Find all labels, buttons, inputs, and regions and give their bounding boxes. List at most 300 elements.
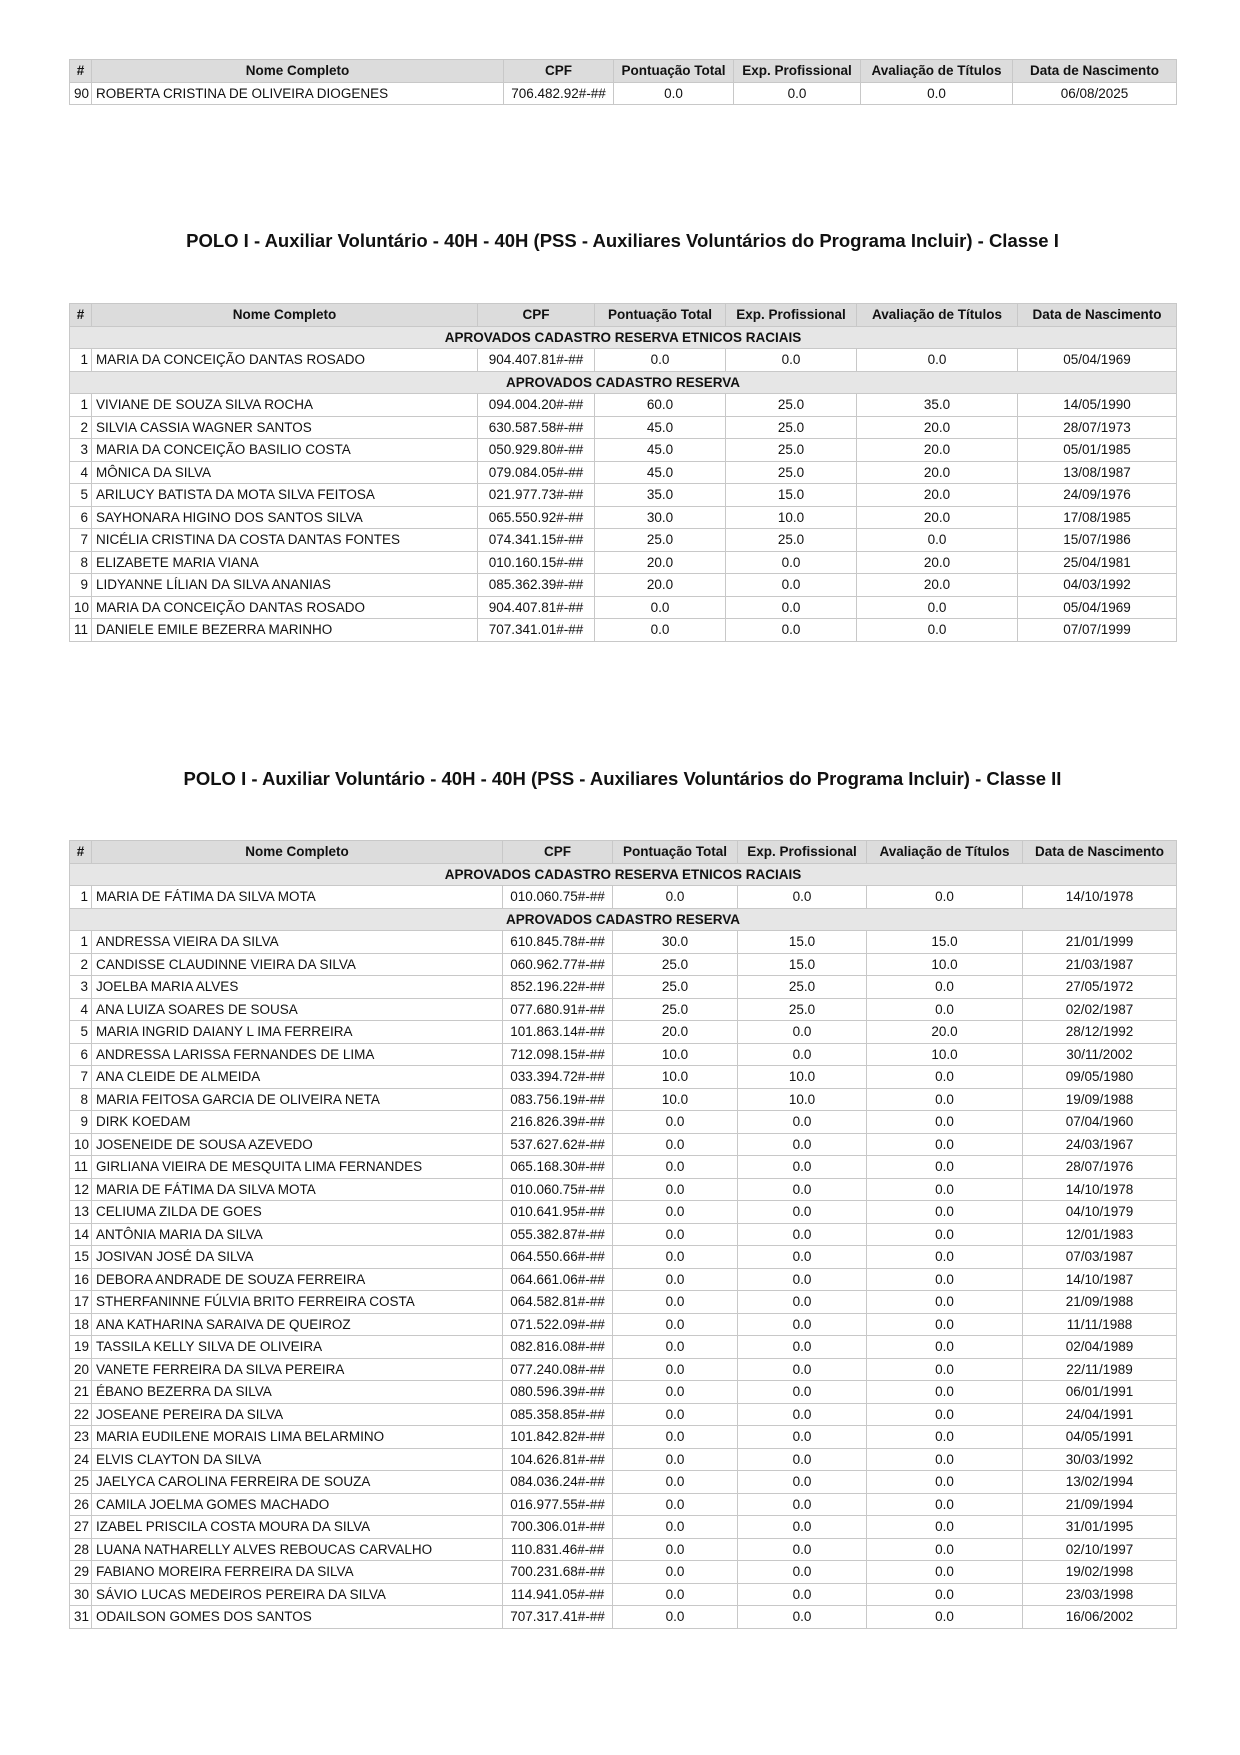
titles-score: 0.0 bbox=[867, 1268, 1023, 1291]
titles-score: 0.0 bbox=[867, 1403, 1023, 1426]
total-score: 20.0 bbox=[613, 1021, 738, 1044]
titles-score: 0.0 bbox=[867, 1471, 1023, 1494]
row-index: 13 bbox=[70, 1201, 92, 1224]
row-index: 5 bbox=[70, 1021, 92, 1044]
group-label: APROVADOS CADASTRO RESERVA bbox=[70, 371, 1177, 394]
cpf: 094.004.20#-## bbox=[478, 394, 595, 417]
total-score: 25.0 bbox=[595, 529, 726, 552]
experience-score: 25.0 bbox=[738, 998, 867, 1021]
birth-date: 19/09/1988 bbox=[1023, 1088, 1177, 1111]
titles-score: 20.0 bbox=[857, 439, 1018, 462]
candidate-name: JOELBA MARIA ALVES bbox=[92, 976, 503, 999]
total-score: 0.0 bbox=[595, 619, 726, 642]
row-index: 7 bbox=[70, 1066, 92, 1089]
experience-score: 0.0 bbox=[738, 1246, 867, 1269]
birth-date: 07/03/1987 bbox=[1023, 1246, 1177, 1269]
col-titles-header: Avaliação de Títulos bbox=[867, 841, 1023, 864]
birth-date: 21/01/1999 bbox=[1023, 931, 1177, 954]
total-score: 0.0 bbox=[613, 1448, 738, 1471]
candidate-name: ANDRESSA LARISSA FERNANDES DE LIMA bbox=[92, 1043, 503, 1066]
birth-date: 07/07/1999 bbox=[1018, 619, 1177, 642]
cpf: 021.977.73#-## bbox=[478, 484, 595, 507]
candidate-name: ODAILSON GOMES DOS SANTOS bbox=[92, 1606, 503, 1629]
experience-score: 0.0 bbox=[726, 551, 857, 574]
group-header-row bbox=[70, 371, 1177, 394]
candidate-name: MARIA DA CONCEIÇÃO DANTAS ROSADO bbox=[92, 596, 478, 619]
experience-score: 0.0 bbox=[738, 1111, 867, 1134]
table-row bbox=[70, 1583, 1177, 1606]
total-score: 0.0 bbox=[614, 82, 734, 105]
total-score: 45.0 bbox=[595, 416, 726, 439]
birth-date: 21/03/1987 bbox=[1023, 953, 1177, 976]
titles-score: 15.0 bbox=[867, 931, 1023, 954]
experience-score: 10.0 bbox=[738, 1066, 867, 1089]
cpf: 085.362.39#-## bbox=[478, 574, 595, 597]
titles-score: 0.0 bbox=[867, 1606, 1023, 1629]
row-index: 1 bbox=[70, 349, 92, 372]
total-score: 0.0 bbox=[595, 596, 726, 619]
titles-score: 20.0 bbox=[857, 484, 1018, 507]
table-row bbox=[70, 1021, 1177, 1044]
birth-date: 21/09/1988 bbox=[1023, 1291, 1177, 1314]
cpf: 084.036.24#-## bbox=[503, 1471, 613, 1494]
table-row bbox=[70, 1201, 1177, 1224]
experience-score: 0.0 bbox=[738, 1021, 867, 1044]
table-row bbox=[70, 1471, 1177, 1494]
birth-date: 13/02/1994 bbox=[1023, 1471, 1177, 1494]
total-score: 0.0 bbox=[613, 1606, 738, 1629]
cpf: 071.522.09#-## bbox=[503, 1313, 613, 1336]
titles-score: 0.0 bbox=[867, 1201, 1023, 1224]
birth-date: 05/04/1969 bbox=[1018, 596, 1177, 619]
candidate-name: MÔNICA DA SILVA bbox=[92, 461, 478, 484]
total-score: 0.0 bbox=[613, 1358, 738, 1381]
table-row bbox=[70, 976, 1177, 999]
row-index: 6 bbox=[70, 1043, 92, 1066]
col-titles-header: Avaliação de Títulos bbox=[861, 60, 1013, 83]
total-score: 0.0 bbox=[613, 1336, 738, 1359]
candidate-name: ARILUCY BATISTA DA MOTA SILVA FEITOSA bbox=[92, 484, 478, 507]
experience-score: 0.0 bbox=[726, 596, 857, 619]
titles-score: 0.0 bbox=[867, 1156, 1023, 1179]
candidate-name: VIVIANE DE SOUZA SILVA ROCHA bbox=[92, 394, 478, 417]
group-header-row bbox=[70, 908, 1177, 931]
titles-score: 0.0 bbox=[867, 1426, 1023, 1449]
candidate-name: JOSENEIDE DE SOUSA AZEVEDO bbox=[92, 1133, 503, 1156]
table-row bbox=[70, 1178, 1177, 1201]
col-experience-header: Exp. Profissional bbox=[738, 841, 867, 864]
row-index: 2 bbox=[70, 416, 92, 439]
cpf: 904.407.81#-## bbox=[478, 596, 595, 619]
experience-score: 0.0 bbox=[738, 1493, 867, 1516]
table-row bbox=[70, 1223, 1177, 1246]
birth-date: 11/11/1988 bbox=[1023, 1313, 1177, 1336]
titles-score: 10.0 bbox=[867, 953, 1023, 976]
table-row bbox=[70, 416, 1177, 439]
total-score: 0.0 bbox=[613, 1133, 738, 1156]
cpf: 707.317.41#-## bbox=[503, 1606, 613, 1629]
cpf: 033.394.72#-## bbox=[503, 1066, 613, 1089]
experience-score: 0.0 bbox=[726, 349, 857, 372]
experience-score: 0.0 bbox=[738, 1381, 867, 1404]
candidate-name: MARIA FEITOSA GARCIA DE OLIVEIRA NETA bbox=[92, 1088, 503, 1111]
candidate-name: CANDISSE CLAUDINNE VIEIRA DA SILVA bbox=[92, 953, 503, 976]
table-row bbox=[70, 82, 1177, 105]
section-title-classe-i: POLO I - Auxiliar Voluntário - 40H - 40H (PSS - Auxiliares Voluntários do Programa Incluir) - Classe I bbox=[186, 230, 1059, 251]
experience-score: 25.0 bbox=[726, 439, 857, 462]
table-row bbox=[70, 1268, 1177, 1291]
titles-score: 0.0 bbox=[857, 596, 1018, 619]
candidate-name: JAELYCA CAROLINA FERREIRA DE SOUZA bbox=[92, 1471, 503, 1494]
row-index: 90 bbox=[70, 82, 92, 105]
titles-score: 10.0 bbox=[867, 1043, 1023, 1066]
titles-score: 0.0 bbox=[867, 1448, 1023, 1471]
candidate-name: DANIELE EMILE BEZERRA MARINHO bbox=[92, 619, 478, 642]
col-total-score-header: Pontuação Total bbox=[613, 841, 738, 864]
birth-date: 30/11/2002 bbox=[1023, 1043, 1177, 1066]
birth-date: 04/03/1992 bbox=[1018, 574, 1177, 597]
total-score: 0.0 bbox=[613, 1111, 738, 1134]
birth-date: 02/04/1989 bbox=[1023, 1336, 1177, 1359]
candidate-name: JOSIVAN JOSÉ DA SILVA bbox=[92, 1246, 503, 1269]
birth-date: 12/01/1983 bbox=[1023, 1223, 1177, 1246]
table-row bbox=[70, 1493, 1177, 1516]
candidate-name: MARIA INGRID DAIANY L IMA FERREIRA bbox=[92, 1021, 503, 1044]
experience-score: 0.0 bbox=[734, 82, 861, 105]
titles-score: 0.0 bbox=[867, 1246, 1023, 1269]
birth-date: 06/08/2025 bbox=[1013, 82, 1177, 105]
total-score: 35.0 bbox=[595, 484, 726, 507]
total-score: 0.0 bbox=[613, 1493, 738, 1516]
titles-score: 0.0 bbox=[867, 1493, 1023, 1516]
col-cpf-header: CPF bbox=[478, 304, 595, 327]
row-index: 1 bbox=[70, 394, 92, 417]
row-index: 17 bbox=[70, 1291, 92, 1314]
birth-date: 22/11/1989 bbox=[1023, 1358, 1177, 1381]
experience-score: 0.0 bbox=[738, 1133, 867, 1156]
row-index: 5 bbox=[70, 484, 92, 507]
table-row bbox=[70, 1403, 1177, 1426]
candidate-name: STHERFANINNE FÚLVIA BRITO FERREIRA COSTA bbox=[92, 1291, 503, 1314]
row-index: 26 bbox=[70, 1493, 92, 1516]
row-index: 4 bbox=[70, 998, 92, 1021]
cpf: 050.929.80#-## bbox=[478, 439, 595, 462]
titles-score: 0.0 bbox=[867, 1223, 1023, 1246]
candidate-name: ELIZABETE MARIA VIANA bbox=[92, 551, 478, 574]
experience-score: 0.0 bbox=[738, 1426, 867, 1449]
candidate-name: LIDYANNE LÍLIAN DA SILVA ANANIAS bbox=[92, 574, 478, 597]
birth-date: 28/07/1976 bbox=[1023, 1156, 1177, 1179]
row-index: 1 bbox=[70, 886, 92, 909]
row-index: 8 bbox=[70, 551, 92, 574]
candidate-name: MARIA DA CONCEIÇÃO BASILIO COSTA bbox=[92, 439, 478, 462]
table-row bbox=[70, 1606, 1177, 1629]
total-score: 25.0 bbox=[613, 998, 738, 1021]
col-name-header: Nome Completo bbox=[92, 60, 504, 83]
titles-score: 20.0 bbox=[857, 416, 1018, 439]
birth-date: 05/01/1985 bbox=[1018, 439, 1177, 462]
experience-score: 0.0 bbox=[738, 1201, 867, 1224]
table-row bbox=[70, 1043, 1177, 1066]
experience-score: 0.0 bbox=[738, 1538, 867, 1561]
candidate-name: ANA CLEIDE DE ALMEIDA bbox=[92, 1066, 503, 1089]
candidate-name: JOSEANE PEREIRA DA SILVA bbox=[92, 1403, 503, 1426]
cpf: 010.060.75#-## bbox=[503, 1178, 613, 1201]
row-index: 28 bbox=[70, 1538, 92, 1561]
row-index: 11 bbox=[70, 619, 92, 642]
section-title-classe-ii: POLO I - Auxiliar Voluntário - 40H - 40H (PSS - Auxiliares Voluntários do Programa Incluir) - Classe II bbox=[183, 768, 1062, 789]
birth-date: 09/05/1980 bbox=[1023, 1066, 1177, 1089]
birth-date: 07/04/1960 bbox=[1023, 1111, 1177, 1134]
col-birthdate-header: Data de Nascimento bbox=[1023, 841, 1177, 864]
table-row bbox=[70, 1561, 1177, 1584]
row-index: 18 bbox=[70, 1313, 92, 1336]
candidate-name: SÁVIO LUCAS MEDEIROS PEREIRA DA SILVA bbox=[92, 1583, 503, 1606]
table-row bbox=[70, 619, 1177, 642]
birth-date: 27/05/1972 bbox=[1023, 976, 1177, 999]
row-index: 2 bbox=[70, 953, 92, 976]
cpf: 083.756.19#-## bbox=[503, 1088, 613, 1111]
table-row bbox=[70, 1426, 1177, 1449]
experience-score: 10.0 bbox=[738, 1088, 867, 1111]
group-label: APROVADOS CADASTRO RESERVA ETNICOS RACIAIS bbox=[70, 863, 1177, 886]
cpf: 082.816.08#-## bbox=[503, 1336, 613, 1359]
birth-date: 04/05/1991 bbox=[1023, 1426, 1177, 1449]
birth-date: 02/10/1997 bbox=[1023, 1538, 1177, 1561]
experience-score: 0.0 bbox=[738, 1471, 867, 1494]
candidate-name: TASSILA KELLY SILVA DE OLIVEIRA bbox=[92, 1336, 503, 1359]
row-index: 9 bbox=[70, 574, 92, 597]
row-index: 16 bbox=[70, 1268, 92, 1291]
row-index: 31 bbox=[70, 1606, 92, 1629]
table-row bbox=[70, 1448, 1177, 1471]
titles-score: 20.0 bbox=[857, 461, 1018, 484]
row-index: 1 bbox=[70, 931, 92, 954]
table-row bbox=[70, 484, 1177, 507]
cpf: 080.596.39#-## bbox=[503, 1381, 613, 1404]
cpf: 707.341.01#-## bbox=[478, 619, 595, 642]
cpf: 055.382.87#-## bbox=[503, 1223, 613, 1246]
results-table-continuation bbox=[69, 59, 1177, 105]
col-index-header: # bbox=[70, 841, 92, 864]
experience-score: 0.0 bbox=[726, 619, 857, 642]
col-cpf-header: CPF bbox=[503, 841, 613, 864]
table-header-row bbox=[70, 60, 1177, 83]
total-score: 0.0 bbox=[613, 1223, 738, 1246]
row-index: 7 bbox=[70, 529, 92, 552]
birth-date: 06/01/1991 bbox=[1023, 1381, 1177, 1404]
birth-date: 14/10/1978 bbox=[1023, 1178, 1177, 1201]
candidate-name: MARIA EUDILENE MORAIS LIMA BELARMINO bbox=[92, 1426, 503, 1449]
titles-score: 0.0 bbox=[867, 1133, 1023, 1156]
total-score: 0.0 bbox=[613, 1201, 738, 1224]
birth-date: 05/04/1969 bbox=[1018, 349, 1177, 372]
candidate-name: ANDRESSA VIEIRA DA SILVA bbox=[92, 931, 503, 954]
cpf: 852.196.22#-## bbox=[503, 976, 613, 999]
row-index: 22 bbox=[70, 1403, 92, 1426]
total-score: 25.0 bbox=[613, 976, 738, 999]
cpf: 065.168.30#-## bbox=[503, 1156, 613, 1179]
table-row bbox=[70, 1133, 1177, 1156]
cpf: 110.831.46#-## bbox=[503, 1538, 613, 1561]
birth-date: 23/03/1998 bbox=[1023, 1583, 1177, 1606]
titles-score: 0.0 bbox=[867, 1336, 1023, 1359]
titles-score: 0.0 bbox=[861, 82, 1013, 105]
experience-score: 0.0 bbox=[738, 1561, 867, 1584]
experience-score: 0.0 bbox=[738, 1178, 867, 1201]
row-index: 4 bbox=[70, 461, 92, 484]
experience-score: 25.0 bbox=[726, 529, 857, 552]
row-index: 30 bbox=[70, 1583, 92, 1606]
birth-date: 24/09/1976 bbox=[1018, 484, 1177, 507]
birth-date: 19/02/1998 bbox=[1023, 1561, 1177, 1584]
row-index: 11 bbox=[70, 1156, 92, 1179]
experience-score: 25.0 bbox=[738, 976, 867, 999]
candidate-name: GIRLIANA VIEIRA DE MESQUITA LIMA FERNANDES bbox=[92, 1156, 503, 1179]
cpf: 085.358.85#-## bbox=[503, 1403, 613, 1426]
candidate-name: ROBERTA CRISTINA DE OLIVEIRA DIOGENES bbox=[92, 82, 504, 105]
candidate-name: CAMILA JOELMA GOMES MACHADO bbox=[92, 1493, 503, 1516]
row-index: 3 bbox=[70, 439, 92, 462]
cpf: 700.306.01#-## bbox=[503, 1516, 613, 1539]
cpf: 064.582.81#-## bbox=[503, 1291, 613, 1314]
table-row bbox=[70, 1066, 1177, 1089]
birth-date: 28/12/1992 bbox=[1023, 1021, 1177, 1044]
col-total-score-header: Pontuação Total bbox=[595, 304, 726, 327]
row-index: 27 bbox=[70, 1516, 92, 1539]
birth-date: 31/01/1995 bbox=[1023, 1516, 1177, 1539]
experience-score: 0.0 bbox=[738, 1448, 867, 1471]
experience-score: 0.0 bbox=[738, 1336, 867, 1359]
birth-date: 17/08/1985 bbox=[1018, 506, 1177, 529]
row-index: 3 bbox=[70, 976, 92, 999]
row-index: 10 bbox=[70, 596, 92, 619]
table-row bbox=[70, 1336, 1177, 1359]
birth-date: 14/10/1987 bbox=[1023, 1268, 1177, 1291]
total-score: 45.0 bbox=[595, 461, 726, 484]
table-header-row bbox=[70, 304, 1177, 327]
table-row bbox=[70, 529, 1177, 552]
row-index: 24 bbox=[70, 1448, 92, 1471]
candidate-name: ANA LUIZA SOARES DE SOUSA bbox=[92, 998, 503, 1021]
total-score: 0.0 bbox=[613, 1313, 738, 1336]
experience-score: 0.0 bbox=[726, 574, 857, 597]
cpf: 079.084.05#-## bbox=[478, 461, 595, 484]
col-cpf-header: CPF bbox=[504, 60, 614, 83]
experience-score: 15.0 bbox=[726, 484, 857, 507]
titles-score: 0.0 bbox=[867, 1178, 1023, 1201]
group-header-row bbox=[70, 863, 1177, 886]
titles-score: 20.0 bbox=[857, 551, 1018, 574]
table-row bbox=[70, 1088, 1177, 1111]
table-row bbox=[70, 1538, 1177, 1561]
table-row bbox=[70, 596, 1177, 619]
table-row bbox=[70, 394, 1177, 417]
table-row bbox=[70, 1246, 1177, 1269]
experience-score: 0.0 bbox=[738, 1313, 867, 1336]
candidate-name: MARIA DE FÁTIMA DA SILVA MOTA bbox=[92, 886, 503, 909]
total-score: 20.0 bbox=[595, 551, 726, 574]
candidate-name: DIRK KOEDAM bbox=[92, 1111, 503, 1134]
total-score: 30.0 bbox=[595, 506, 726, 529]
experience-score: 15.0 bbox=[738, 931, 867, 954]
cpf: 104.626.81#-## bbox=[503, 1448, 613, 1471]
experience-score: 0.0 bbox=[738, 886, 867, 909]
table-row bbox=[70, 1358, 1177, 1381]
cpf: 712.098.15#-## bbox=[503, 1043, 613, 1066]
cpf: 064.550.66#-## bbox=[503, 1246, 613, 1269]
row-index: 12 bbox=[70, 1178, 92, 1201]
cpf: 216.826.39#-## bbox=[503, 1111, 613, 1134]
col-experience-header: Exp. Profissional bbox=[726, 304, 857, 327]
col-name-header: Nome Completo bbox=[92, 304, 478, 327]
birth-date: 02/02/1987 bbox=[1023, 998, 1177, 1021]
col-experience-header: Exp. Profissional bbox=[734, 60, 861, 83]
birth-date: 24/04/1991 bbox=[1023, 1403, 1177, 1426]
table-row bbox=[70, 953, 1177, 976]
cpf: 101.863.14#-## bbox=[503, 1021, 613, 1044]
table-row bbox=[70, 439, 1177, 462]
experience-score: 0.0 bbox=[738, 1358, 867, 1381]
cpf: 010.060.75#-## bbox=[503, 886, 613, 909]
birth-date: 30/03/1992 bbox=[1023, 1448, 1177, 1471]
experience-score: 0.0 bbox=[738, 1516, 867, 1539]
experience-score: 0.0 bbox=[738, 1291, 867, 1314]
cpf: 537.627.62#-## bbox=[503, 1133, 613, 1156]
candidate-name: ELVIS CLAYTON DA SILVA bbox=[92, 1448, 503, 1471]
titles-score: 20.0 bbox=[857, 574, 1018, 597]
table-row bbox=[70, 1313, 1177, 1336]
experience-score: 0.0 bbox=[738, 1156, 867, 1179]
total-score: 10.0 bbox=[613, 1088, 738, 1111]
cpf: 700.231.68#-## bbox=[503, 1561, 613, 1584]
titles-score: 35.0 bbox=[857, 394, 1018, 417]
cpf: 101.842.82#-## bbox=[503, 1426, 613, 1449]
results-table-classe-ii bbox=[69, 840, 1177, 1629]
experience-score: 25.0 bbox=[726, 394, 857, 417]
total-score: 60.0 bbox=[595, 394, 726, 417]
titles-score: 0.0 bbox=[867, 1381, 1023, 1404]
total-score: 0.0 bbox=[613, 1516, 738, 1539]
experience-score: 0.0 bbox=[738, 1403, 867, 1426]
candidate-name: SILVIA CASSIA WAGNER SANTOS bbox=[92, 416, 478, 439]
experience-score: 0.0 bbox=[738, 1223, 867, 1246]
birth-date: 25/04/1981 bbox=[1018, 551, 1177, 574]
titles-score: 0.0 bbox=[867, 886, 1023, 909]
titles-score: 0.0 bbox=[867, 976, 1023, 999]
titles-score: 20.0 bbox=[867, 1021, 1023, 1044]
cpf: 630.587.58#-## bbox=[478, 416, 595, 439]
titles-score: 0.0 bbox=[867, 1291, 1023, 1314]
table-row bbox=[70, 1516, 1177, 1539]
cpf: 074.341.15#-## bbox=[478, 529, 595, 552]
col-total-score-header: Pontuação Total bbox=[614, 60, 734, 83]
table-row bbox=[70, 1111, 1177, 1134]
experience-score: 0.0 bbox=[738, 1268, 867, 1291]
col-birthdate-header: Data de Nascimento bbox=[1018, 304, 1177, 327]
cpf: 010.160.15#-## bbox=[478, 551, 595, 574]
table-row bbox=[70, 551, 1177, 574]
total-score: 10.0 bbox=[613, 1043, 738, 1066]
total-score: 0.0 bbox=[613, 1426, 738, 1449]
table-row bbox=[70, 349, 1177, 372]
table-row bbox=[70, 461, 1177, 484]
birth-date: 14/05/1990 bbox=[1018, 394, 1177, 417]
row-index: 20 bbox=[70, 1358, 92, 1381]
row-index: 19 bbox=[70, 1336, 92, 1359]
col-titles-header: Avaliação de Títulos bbox=[857, 304, 1018, 327]
row-index: 8 bbox=[70, 1088, 92, 1111]
